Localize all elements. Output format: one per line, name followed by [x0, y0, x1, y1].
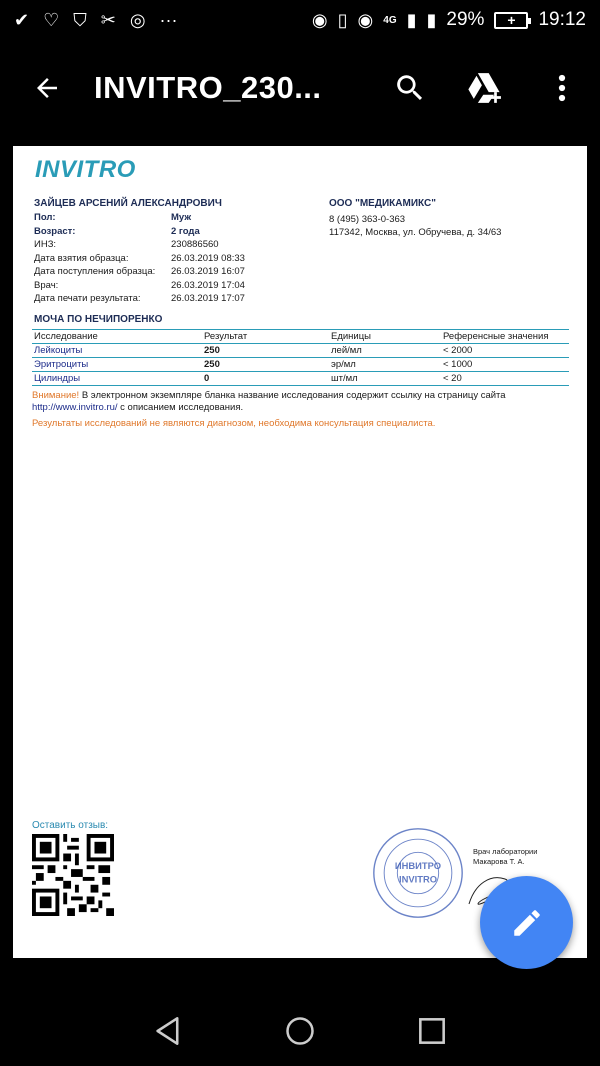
invitro-link[interactable]: http://www.invitro.ru/: [32, 402, 118, 413]
col-header: Единицы: [329, 330, 441, 344]
nav-home-button[interactable]: [278, 1009, 322, 1053]
status-bar: [0, 0, 600, 40]
result-value: 250: [202, 344, 329, 358]
more-options-button[interactable]: [524, 40, 600, 136]
vibrate-icon: ▯: [337, 10, 348, 30]
more-vert-icon: [558, 73, 566, 103]
search-button[interactable]: [372, 40, 448, 136]
lab-address: 117342, Москва, ул. Обручева, д. 34/63: [329, 227, 502, 238]
edit-fab[interactable]: [480, 876, 573, 969]
info-row: Дата поступления образца: 26.03.2019 16:07: [34, 266, 245, 278]
add-to-drive-button[interactable]: [448, 40, 524, 136]
result-value: 0: [202, 372, 329, 386]
qr-code-icon[interactable]: [32, 834, 114, 916]
unit: лей/мл: [329, 344, 441, 358]
unit: эр/мл: [329, 358, 441, 372]
result-value: 250: [202, 358, 329, 372]
battery-icon-text: +: [507, 12, 516, 28]
patient-name: ЗАЙЦЕВ АРСЕНИЙ АЛЕКСАНДРОВИЧ: [34, 198, 222, 209]
add-to-drive-icon: [467, 71, 505, 105]
search-icon: [393, 71, 427, 105]
info-row: Врач: 26.03.2019 17:04: [34, 279, 245, 291]
app-bar: [0, 40, 600, 136]
table-header-row: [32, 330, 569, 344]
warning-text: В электронном экземпляре бланка название исследования содержит ссылку на страницу сайта: [79, 390, 506, 401]
table-row: [32, 358, 569, 372]
battery-icon: [494, 12, 528, 29]
edit-pencil-icon: [510, 906, 544, 940]
doctor-name: Макарова Т. А.: [473, 857, 525, 866]
tools-icon: ✂: [100, 10, 116, 30]
battery-percent: 29%: [446, 9, 485, 30]
lab-info: [329, 198, 501, 241]
col-header: Референсные значения: [441, 330, 569, 344]
reference: < 1000: [441, 358, 569, 372]
test-link[interactable]: Цилиндры: [32, 372, 202, 386]
check-icon: ✔: [14, 10, 30, 30]
signal-x-icon: ▮: [426, 10, 437, 30]
feedback-label: Оставить отзыв:: [32, 820, 109, 831]
shield-icon: ⛉: [73, 10, 87, 30]
pdf-page[interactable]: [13, 146, 587, 958]
stamp-logo: INVITRO: [398, 873, 438, 885]
section-title: МОЧА ПО НЕЧИПОРЕНКО: [34, 314, 163, 325]
stamp-text: ИНВИТРО: [394, 860, 442, 872]
info-row: Пол: Муж: [34, 212, 192, 224]
unit: шт/мл: [329, 372, 441, 386]
clock: 19:12: [538, 9, 586, 30]
warning-note: [32, 390, 552, 414]
arrow-left-icon: [32, 73, 62, 103]
table-row: [32, 372, 569, 386]
reference: < 20: [441, 372, 569, 386]
signal-icon: ▮: [406, 10, 417, 30]
info-row: Дата печати результата: 26.03.2019 17:07: [34, 293, 245, 305]
square-recents-icon: [418, 1017, 446, 1045]
patient-info: [34, 198, 294, 306]
lab-stamp: [371, 826, 465, 920]
nav-back-button[interactable]: [146, 1009, 190, 1053]
back-button[interactable]: [0, 40, 94, 136]
triangle-back-icon: [154, 1016, 182, 1046]
info-row: ИНЗ: 230886560: [34, 239, 219, 251]
warning-label: Внимание!: [32, 390, 80, 401]
eye-icon: ◉: [357, 10, 374, 30]
lab-phone: 8 (495) 363-0-363: [329, 213, 406, 225]
doctor-role: Врач лаборатории: [473, 847, 538, 856]
nav-recents-button[interactable]: [410, 1009, 454, 1053]
invitro-logo: INVITRO: [35, 156, 136, 183]
test-link[interactable]: Эритроциты: [32, 358, 202, 372]
circle-home-icon: [285, 1016, 315, 1046]
more-notifications-icon: ···: [159, 10, 178, 30]
lab-name: ООО "МЕДИКАМИКС": [329, 198, 436, 209]
col-header: Исследование: [32, 330, 202, 344]
warning-text-2: с описанием исследования.: [117, 402, 244, 413]
table-row: [32, 344, 569, 358]
network-type: 4G: [383, 14, 397, 26]
file-title: INVITRO_230...: [94, 70, 322, 105]
col-header: Результат: [202, 330, 329, 344]
heart-rate-icon: ♡: [43, 10, 60, 30]
disclaimer: Результаты исследований не являются диагнозом, необходима консультация специалиста.: [32, 418, 436, 429]
info-row: Дата взятия образца: 26.03.2019 08:33: [34, 252, 245, 264]
reference: < 2000: [441, 344, 569, 358]
hotspot-icon: ◉: [311, 10, 328, 30]
test-link[interactable]: Лейкоциты: [32, 344, 202, 358]
results-table: [32, 329, 569, 386]
chrome-icon: ◎: [129, 10, 146, 30]
system-nav-bar: [0, 996, 600, 1066]
info-row: Возраст: 2 года: [34, 225, 200, 237]
